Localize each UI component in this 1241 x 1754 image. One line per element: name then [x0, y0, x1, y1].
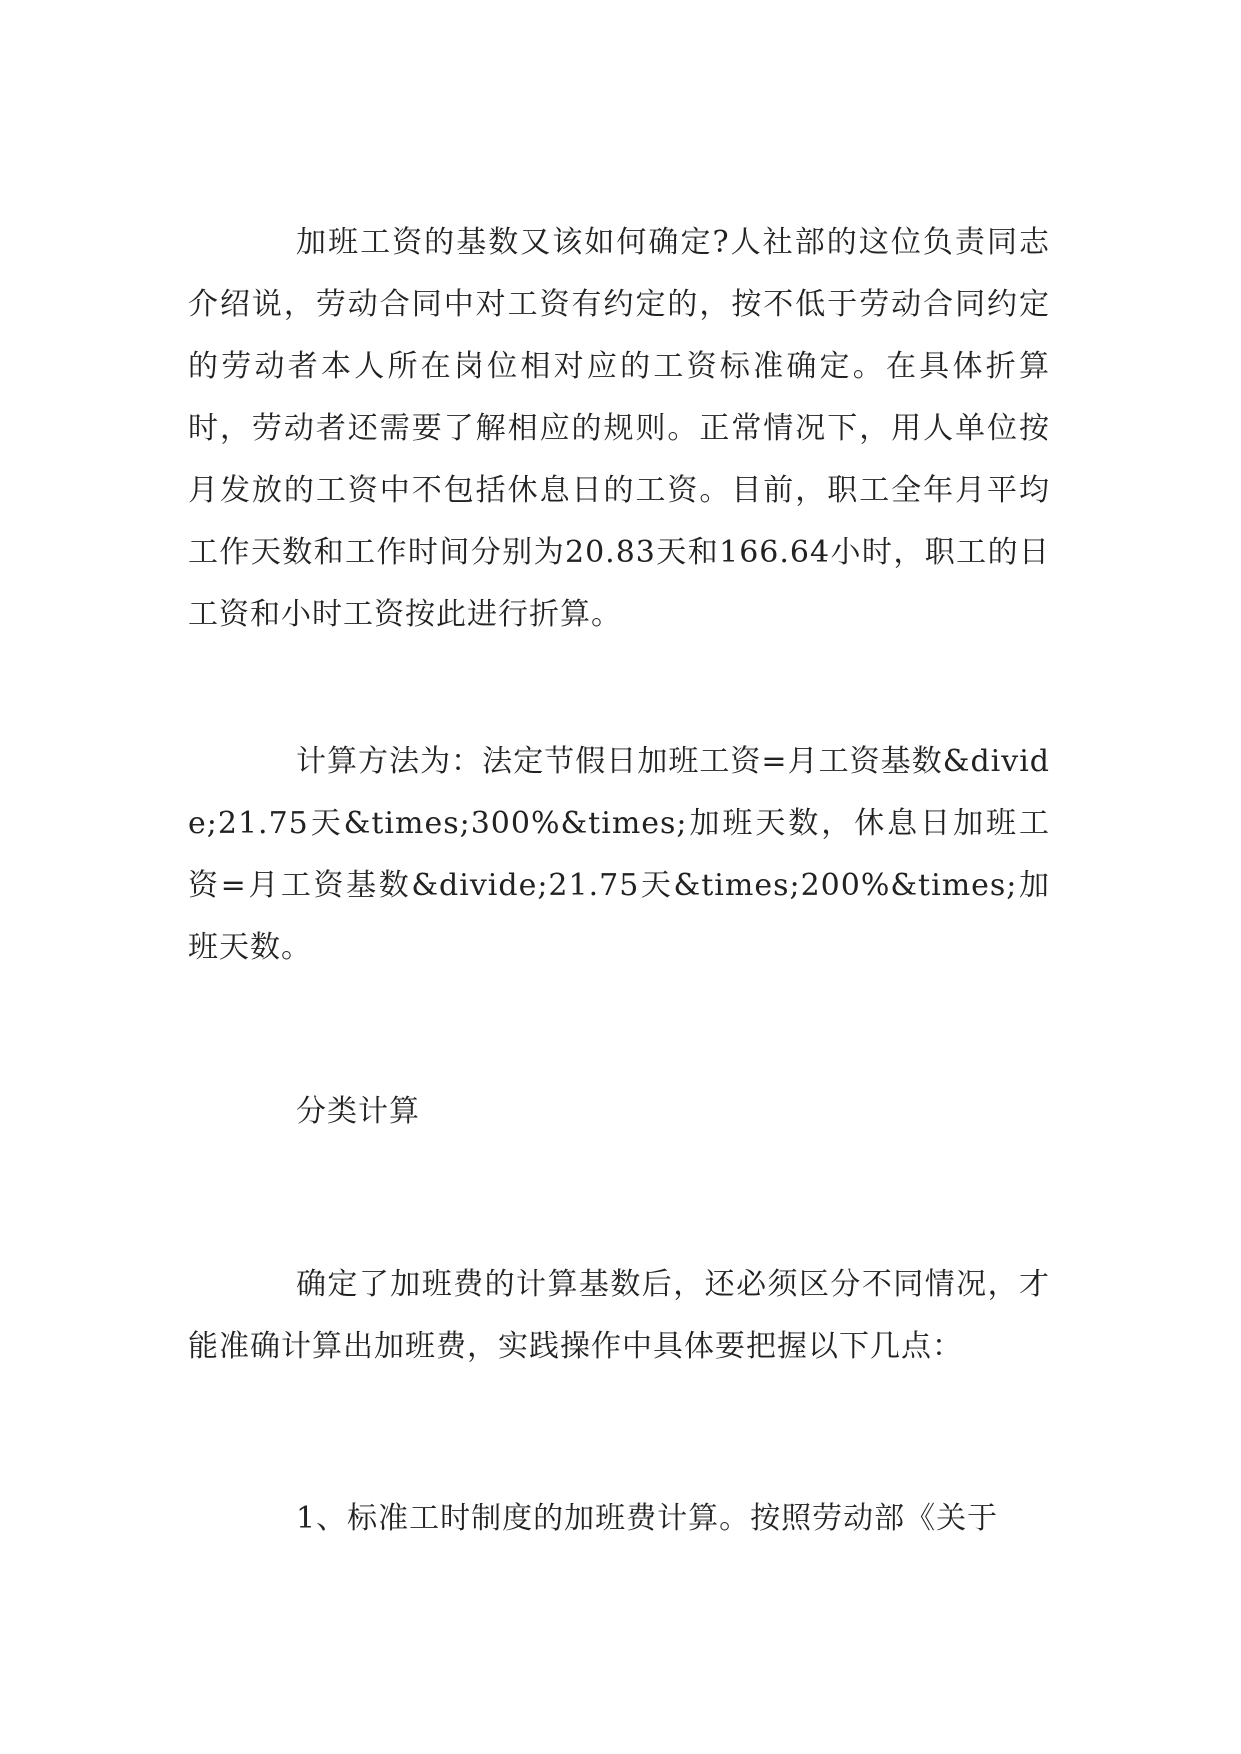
paragraph-distinguish-cases: 确定了加班费的计算基数后，还必须区分不同情况，才能准确计算出加班费，实践操作中具体要把握以下几点：	[188, 1267, 1050, 1364]
section-heading: 分类计算	[296, 1094, 420, 1129]
paragraph-standard-hours: 1、标准工时制度的加班费计算。按照劳动部《关于	[296, 1501, 999, 1536]
paragraph-calculation-method: 计算方法为：法定节假日加班工资=月工资基数&divide;21.75天&times;300%&times;加班天数，休息日加班工资=月工资基数&divide;21.75天&times;200%&times;加班天数。	[188, 744, 1050, 965]
paragraph-overtime-base: 加班工资的基数又该如何确定?人社部的这位负责同志介绍说，劳动合同中对工资有约定的，按不低于劳动合同约定的劳动者本人所在岗位相对应的工资标准确定。在具体折算时，劳动者还需要了解相应的规则。正常情况下，用人单位按月发放的工资中不包括休息日的工资。目前，职工全年月平均工作天数和工作时间分别为20.83天和166.64小时，职工的日工资和小时工资按此进行折算。	[188, 225, 1050, 632]
